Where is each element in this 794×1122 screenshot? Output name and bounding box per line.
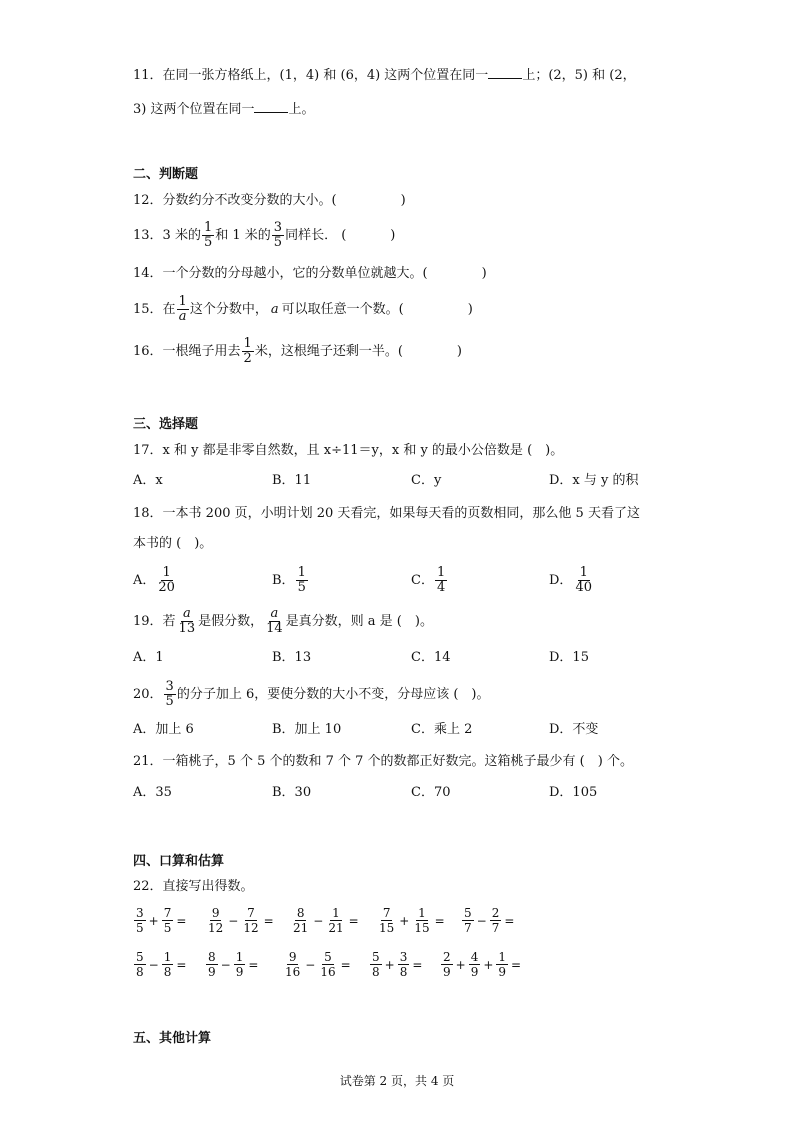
q21-option-d[interactable]: D．105 <box>549 785 598 800</box>
q11-line2: 3) 这两个位置在同一 上。 <box>133 102 315 117</box>
q19-option-a[interactable]: A．1 <box>133 650 164 665</box>
q18-stem-line1: 18．一本书 200 页，小明计划 20 天看完，如果每天看的页数相同，那么他 5 天看了这 <box>133 506 640 521</box>
section-title-choice: 三、选择题 <box>133 417 199 432</box>
q19-option-b[interactable]: B．13 <box>272 650 312 665</box>
q21-option-b[interactable]: B．30 <box>272 785 312 800</box>
q20-option-d[interactable]: D．不变 <box>549 722 599 737</box>
q20-option-a[interactable]: A．加上 6 <box>133 722 194 737</box>
q22-stem: 22．直接写出得数。 <box>133 879 254 894</box>
q17-option-d[interactable]: D．x 与 y 的积 <box>549 473 639 488</box>
q12: 12．分数约分不改变分数的大小。( ) <box>133 193 406 208</box>
page-footer: 试卷第 2 页，共 4 页 <box>339 1074 455 1088</box>
q18-option-c[interactable]: C． 1 4 <box>411 565 446 595</box>
q19-fraction-1: a 13 <box>178 606 196 636</box>
q21-stem: 21．一箱桃子，5 个 5 个的数和 7 个 7 个的数都正好数完。这箱桃子最少有 ( ) 个。 <box>133 754 633 769</box>
section-title-mental-math: 四、口算和估算 <box>133 854 225 869</box>
q17-option-b[interactable]: B．11 <box>272 473 312 488</box>
calc-item[interactable]: 9 12 − $\frac{7}{12}$ = <box>208 906 274 935</box>
section-title-other-calc: 五、其他计算 <box>133 1031 212 1046</box>
q21-option-a[interactable]: A．35 <box>133 785 172 800</box>
q16: 16．一根绳子用去 1 2 米，这根绳子还剩一半。( ) <box>133 336 462 366</box>
q20-option-b[interactable]: B．加上 10 <box>272 722 342 737</box>
q15-fraction: 1 a <box>178 294 187 324</box>
q13: 13．3 米的 1 5 和 1 米的 3 5 同样长． ( ) <box>133 220 396 250</box>
q18-option-d[interactable]: D． 1 40 <box>549 565 592 595</box>
q17-option-a[interactable]: A．x <box>133 473 163 488</box>
calc-item[interactable]: 7 15 + $\frac{1}{15}$ = <box>379 906 445 935</box>
q16-fraction: 1 2 <box>243 336 252 366</box>
calc-item[interactable]: 3 5 + $\frac{7}{5}$ = <box>136 906 187 935</box>
section-title-judgement: 二、判断题 <box>133 167 199 182</box>
q17-stem: 17．x 和 y 都是非零自然数，且 x÷11＝y，x 和 y 的最小公倍数是 ( )。 <box>133 443 564 458</box>
calc-item[interactable]: 8 9 − $\frac{1}{9}$ = <box>208 950 259 979</box>
q18-option-b[interactable]: B． 1 5 <box>272 565 306 595</box>
q17-option-c[interactable]: C．y <box>411 473 442 488</box>
q15: 15．在 1 a 这个分数中， a 可以取任意一个数。( ) <box>133 294 473 324</box>
q20-option-c[interactable]: C．乘上 2 <box>411 722 473 737</box>
q18-option-a[interactable]: A． 1 20 <box>133 565 175 595</box>
q20-stem: 20． 3 5 的分子加上 6，要使分数的大小不变，分母应该 ( )。 <box>133 679 490 709</box>
q19-fraction-2: a 14 <box>266 606 283 636</box>
calc-item[interactable]: 5 8 + $\frac{3}{8}$ = <box>372 950 423 979</box>
q11-blank-2[interactable] <box>254 100 288 113</box>
q11-line1: 11．在同一张方格纸上，(1，4) 和 (6，4) 这两个位置在同一 上；(2，5) 和 (2， <box>133 68 636 83</box>
calc-item[interactable]: 2 9 + $\frac{4}{9}$ + $\frac{1}{9}$ = <box>443 950 522 979</box>
calc-item[interactable]: 5 7 − $\frac{2}{7}$ = <box>464 906 515 935</box>
calc-item[interactable]: 9 16 − $\frac{5}{16}$ = <box>285 950 351 979</box>
q19-stem: 19．若 a 13 是假分数， a 14 是真分数，则 a 是 ( )。 <box>133 606 433 636</box>
q21-option-c[interactable]: C．70 <box>411 785 451 800</box>
q20-fraction: 3 5 <box>165 679 174 709</box>
q19-option-d[interactable]: D．15 <box>549 650 589 665</box>
q11-blank-1[interactable] <box>488 66 522 79</box>
q19-option-c[interactable]: C．14 <box>411 650 451 665</box>
q13-fraction-1: 1 5 <box>203 220 213 250</box>
calc-item[interactable]: 8 21 − $\frac{1}{21}$ = <box>293 906 359 935</box>
calc-item[interactable]: 5 8 − $\frac{1}{8}$ = <box>136 950 187 979</box>
q18-stem-line2: 本书的 ( )。 <box>133 536 213 551</box>
q13-fraction-2: 3 5 <box>273 220 283 250</box>
q14: 14．一个分数的分母越小，它的分数单位就越大。( ) <box>133 266 487 281</box>
